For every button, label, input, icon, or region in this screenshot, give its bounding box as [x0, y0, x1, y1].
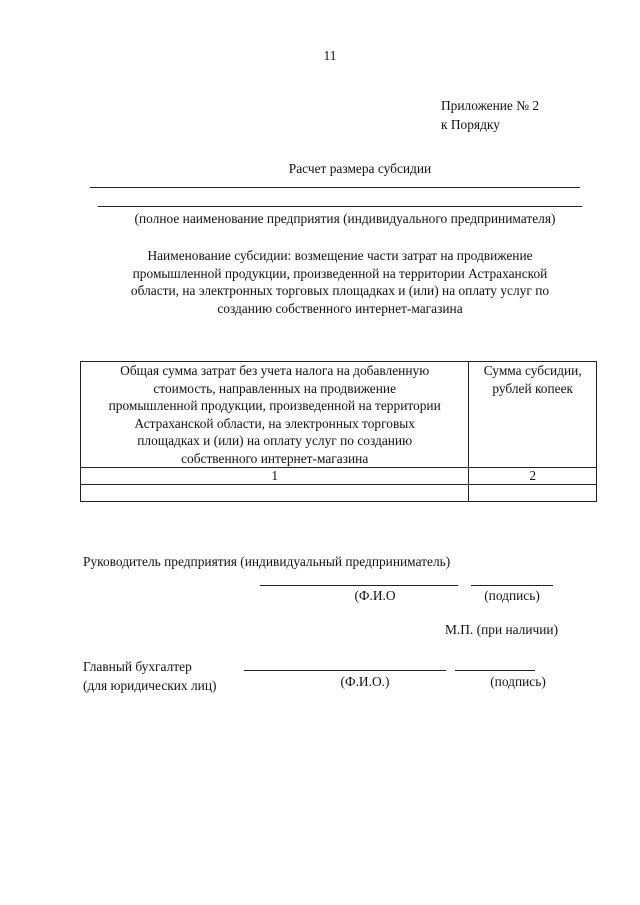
header-col1-line-4: Астраханской области, на электронных торговых [134, 415, 415, 431]
accountant-line-1: Главный бухгалтер [83, 659, 192, 674]
stamp-place: М.П. (при наличии) [445, 622, 559, 637]
appendix-line-2: к Порядку [441, 117, 500, 132]
column-number-2: 2 [469, 468, 597, 485]
head-sign-line [471, 585, 553, 586]
table-number-row [81, 468, 597, 485]
column-number-1: 1 [81, 468, 469, 485]
header-col2-line-2: рублей копеек [492, 380, 574, 396]
document-title: Расчет размера субсидии [288, 161, 432, 176]
page-number: 11 [323, 48, 337, 63]
header-subsidy-amount [469, 362, 597, 468]
accountant-fio-line [244, 670, 446, 671]
subsidy-name-line-4: созданию собственного интернет-магазина [217, 300, 463, 316]
header-col1-line-1: Общая сумма затрат без учета налога на добавленную [120, 363, 430, 378]
accountant-line-2: (для юридических лиц) [83, 678, 217, 693]
table-header-row [81, 362, 597, 468]
head-sign-caption: (подпись) [484, 588, 540, 603]
header-col1-line-3: промышленной продукции, произведенной на территории [108, 398, 441, 413]
appendix-line-1: Приложение № 2 [441, 98, 540, 113]
enterprise-caption: (полное наименование предприятия (индивидуального предпринимателя) [134, 211, 556, 226]
appendix-reference [441, 96, 539, 134]
accountant-fio-caption: (Ф.И.О.) [340, 674, 390, 689]
subsidy-name [80, 247, 600, 317]
data-cell-subsidy-amount [469, 485, 597, 502]
header-col2-line-1: Сумма субсидии, [483, 363, 582, 378]
header-col1-line-2: стоимость, направленных на продвижение [153, 380, 397, 396]
subsidy-table [80, 361, 597, 502]
data-cell-total-costs [81, 485, 469, 502]
header-col1-line-6: собственного интернет-магазина [181, 450, 369, 466]
header-col1-line-5: площадках и (или) на оплату услуг по созданию [137, 433, 413, 448]
head-fio-line [260, 585, 458, 586]
header-total-costs [81, 362, 469, 468]
subsidy-name-line-1: Наименование субсидии: возмещение части затрат на продвижение [147, 248, 533, 263]
subsidy-name-line-3: области, на электронных торговых площадках и (или) на оплату услуг по [130, 283, 550, 298]
head-label: Руководитель предприятия (индивидуальный предприниматель) [83, 554, 451, 569]
table-data-row [81, 485, 597, 502]
head-fio-caption: (Ф.И.О [354, 588, 396, 603]
accountant-sign-line [455, 670, 535, 671]
enterprise-name-line-2 [98, 206, 582, 207]
accountant-label [83, 657, 216, 695]
accountant-sign-caption: (подпись) [490, 674, 546, 689]
subsidy-name-line-2: промышленной продукции, произведенной на территории Астраханской [132, 265, 548, 281]
enterprise-name-line-1 [90, 187, 580, 188]
